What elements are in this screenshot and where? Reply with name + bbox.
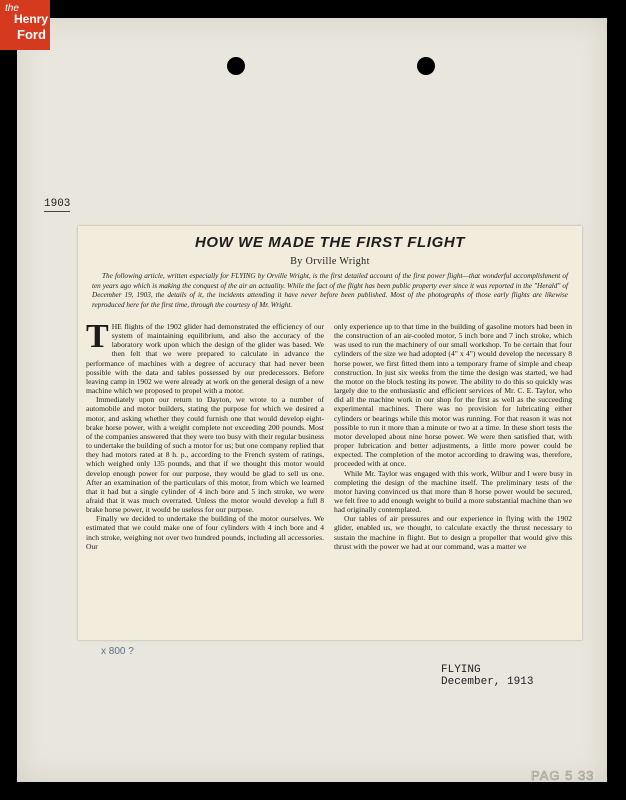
logo-text: Henry xyxy=(14,12,49,26)
article-body xyxy=(86,318,572,551)
paragraph: While Mr. Taylor was engaged with this work, Wilbur and I were busy in completing the design of the machine itself. The preliminary tests of the motor having convinced us that more than 8 horse power would be secured, we felt free to add enough weight to build a more substantial machine than we had originally contemplated. xyxy=(334,468,572,515)
source-date: December, 1913 xyxy=(441,676,534,688)
article-clipping xyxy=(78,226,582,640)
drop-cap: T xyxy=(86,318,109,355)
margin-year: 1903 xyxy=(44,198,71,210)
paragraph: Our tables of air pressures and our experience in flying with the 1902 glider, enabled us, we thought, to calculate exactly the thrust necessary to sustain the machine in flight. But to design a propeller that would give this thrust with the power we had at our command, was a matter we xyxy=(334,514,572,551)
paragraph-text: HE flights of the 1902 glider had demonstrated the efficiency of our system of maintaining equilibrium, and also the accuracy of the laboratory work upon which the design of the glider was based. We then felt that we were prepared to calculate in advance the performance of machines with a degree of accuracy that had never been possible with the data and tables possessed by our predecessors. Before leaving camp in 1902 we were already at work on the general design of a new machine which we proposed to propel with a motor. xyxy=(86,322,324,396)
henry-ford-logo xyxy=(0,0,50,50)
article-intro: The following article, written especially for FLYING by Orville Wright, is the first detailed account of the first power flight—that wonderful accomplishment of ten years ago which is making the conquest of the air an actuality. While the fact of the flight has been public property ever since it was reported in the "Herald" of December 19, 1903, the details of it, the incidents attending it have never before been published. Most of the photographs of those early flights are likewise reproduced here for the first time, through the courtesy of Mr. Wright. xyxy=(92,272,568,309)
source-magazine: FLYING xyxy=(441,664,481,676)
logo-text: Ford xyxy=(17,27,46,42)
logo-text: the xyxy=(5,3,19,14)
paragraph: only experience up to that time in the building of gasoline motors had been in the construction of an air-cooled motor, 5 inch bore and 7 inch stroke, which was used to run the machinery of our small workshop. To be certain that four cylinders of the size we had adopted (4" x 4") would develop the necessary 8 horse power, we first fitted them into a temporary frame of simple and cheap construction. In just six weeks from the time the design was started, we had the motor on the block testing its power. The ability to do this so quickly was largely due to the enthusiastic and efficient services of Mr. C. E. Taylor, who did all the machine work in our shop for the first as well as the succeeding experimental machines. There was no provision for lubricating either cylinders or bearings while this motor was running. For that reason it was not possible to run it more than a minute or two at a time. In these short tests the motor developed about nine horse power. We were then satisfied that, with proper lubrication and better adjustments, a little more power could be expected. The completion of the motor according to drawing was, therefore, proceeded with at once. xyxy=(334,322,572,469)
punch-hole xyxy=(227,57,245,75)
column-right xyxy=(334,322,572,551)
document-page xyxy=(17,18,607,782)
punch-hole xyxy=(417,57,435,75)
paragraph xyxy=(86,318,324,396)
column-left xyxy=(86,318,324,551)
pencil-annotation: x 800 ? xyxy=(101,646,134,657)
archive-stamp: PAG 5 33 xyxy=(531,768,595,783)
article-byline: By Orville Wright xyxy=(290,256,370,267)
paragraph: Immediately upon our return to Dayton, we wrote to a number of automobile and motor builders, stating the purpose for which we desired a motor, and asking whether they could furnish one that would develop eight-brake horse power, with a weight complete not exceeding 200 pounds. Most of the companies answered that they were too busy with their regular business to undertake the building of such a motor for us; but one company replied that they had motors rated at 8 h. p., according to the French system of ratings, which weighed only 135 pounds, and that if we thought this motor would develop enough power for our purpose, they would be glad to sell us one. After an examination of the particulars of this motor, from which we learned that it had but a single cylinder of 4 inch bore and 5 inch stroke, we were afraid that it was much overrated. Unless the motor would develop a full 8 brake horse power, it would be useless for our purpose. xyxy=(86,395,324,515)
paragraph: Finally we decided to undertake the building of the motor ourselves. We estimated that we could make one of four cylinders with 4 inch bore and 4 inch stroke, weighing not over two hundred pounds, including all accessories. Our xyxy=(86,514,324,551)
source-citation xyxy=(441,664,533,688)
article-title: HOW WE MADE THE FIRST FLIGHT xyxy=(194,234,466,251)
